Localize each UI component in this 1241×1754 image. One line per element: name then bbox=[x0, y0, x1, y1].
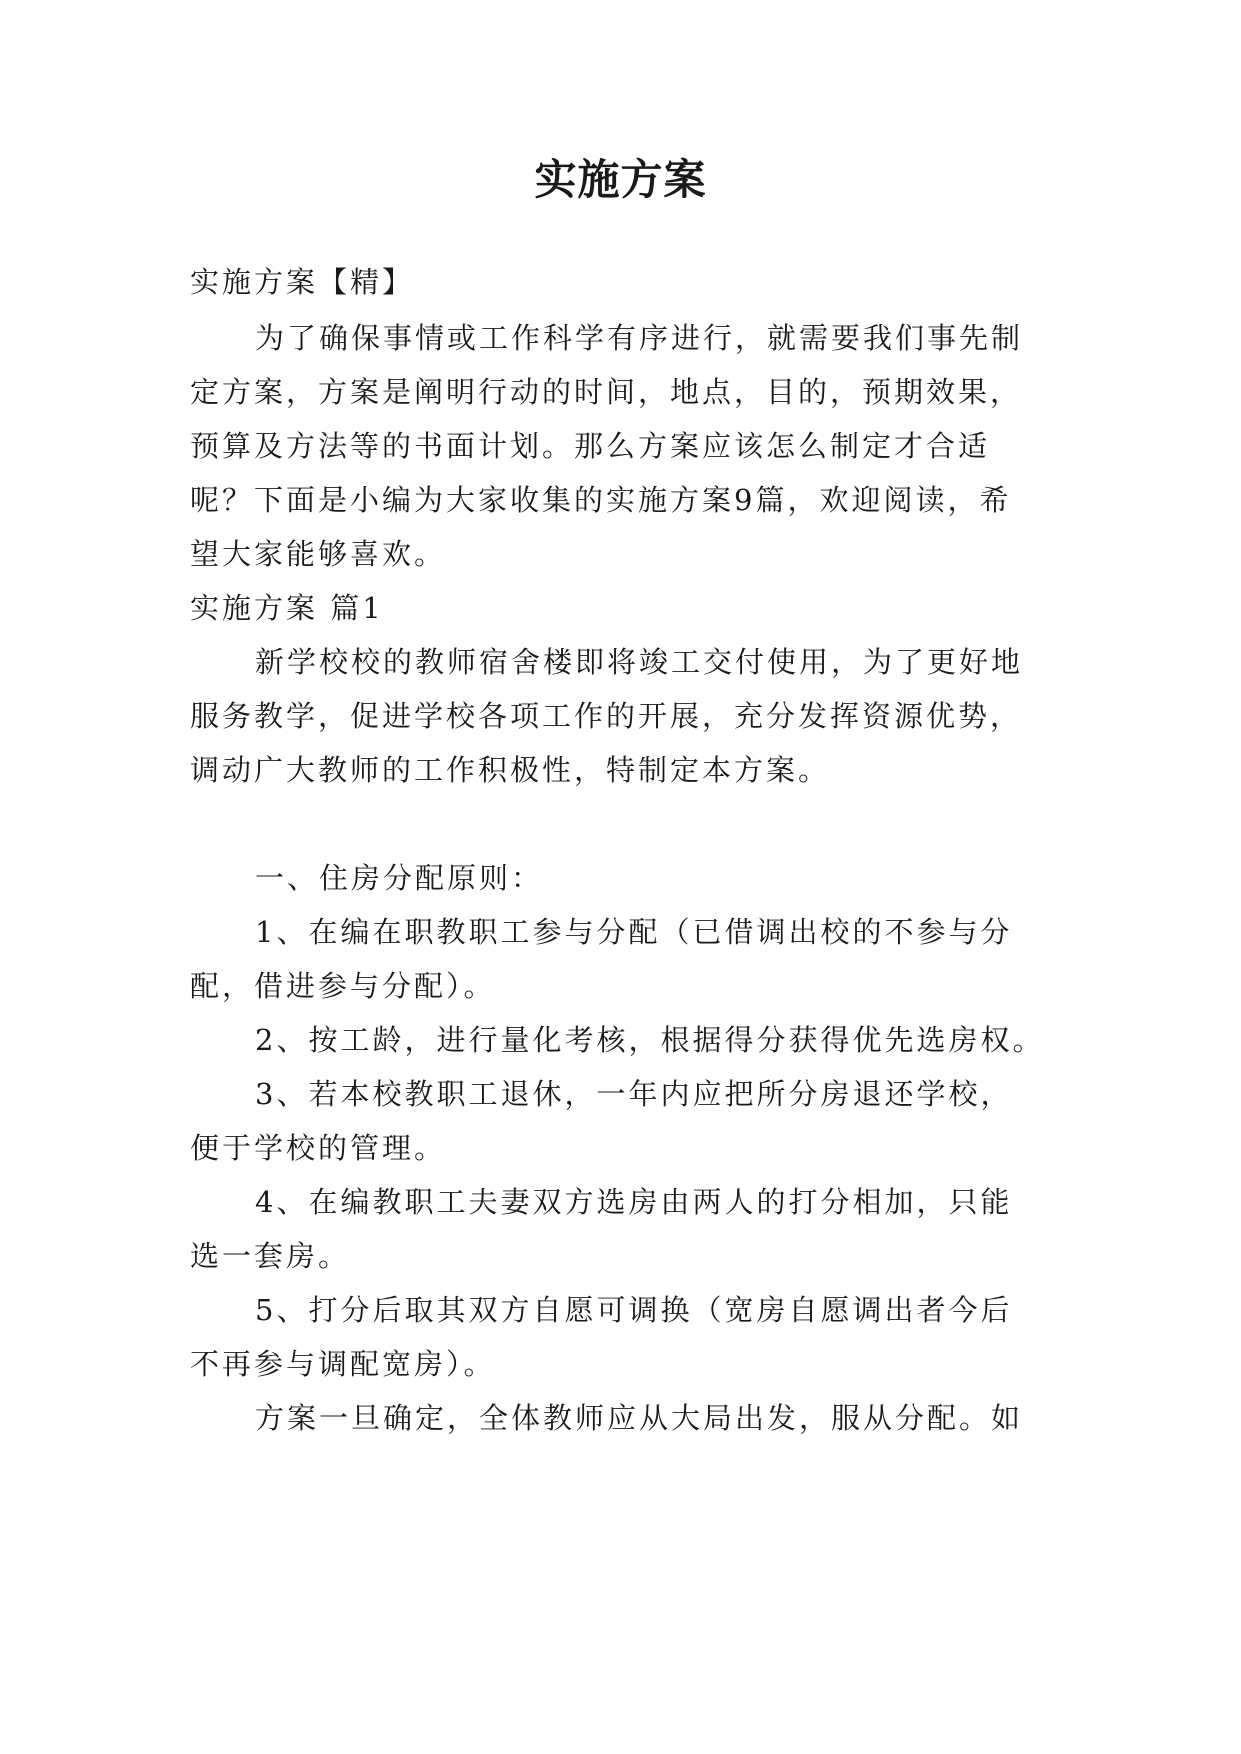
item-3-line-1: 3、若本校教职工退休，一年内应把所分房退还学校， bbox=[255, 1077, 1013, 1111]
intro-line-5: 望大家能够喜欢。 bbox=[190, 537, 447, 571]
body-line-1: 新学校校的教师宿舍楼即将竣工交付使用，为了更好地 bbox=[255, 645, 1024, 679]
document-title: 实施方案 bbox=[534, 155, 707, 204]
body-line-3: 调动广大教师的工作积极性，特制定本方案。 bbox=[190, 753, 831, 787]
closing-line-1: 方案一旦确定，全体教师应从大局出发，服从分配。如 bbox=[255, 1401, 1024, 1435]
intro-line-1: 为了确保事情或工作科学有序进行，就需要我们事先制 bbox=[255, 321, 1024, 355]
subtitle-line: 实施方案【精】 bbox=[190, 265, 415, 299]
item-4-line-1: 4、在编教职工夫妻双方选房由两人的打分相加，只能 bbox=[255, 1185, 1013, 1219]
section-heading: 实施方案 篇1 bbox=[190, 591, 384, 625]
item-4-line-2: 选一套房。 bbox=[190, 1239, 351, 1273]
item-1-line-2: 配，借进参与分配）。 bbox=[190, 969, 496, 1003]
item-5-line-2: 不再参与调配宽房）。 bbox=[190, 1347, 496, 1381]
body-line-2: 服务教学，促进学校各项工作的开展，充分发挥资源优势， bbox=[190, 699, 1023, 733]
item-5-line-1: 5、打分后取其双方自愿可调换（宽房自愿调出者今后 bbox=[255, 1293, 1013, 1327]
item-3-line-2: 便于学校的管理。 bbox=[190, 1131, 447, 1165]
intro-line-4: 呢？下面是小编为大家收集的实施方案9篇，欢迎阅读，希 bbox=[190, 483, 1012, 517]
principle-heading: 一、住房分配原则： bbox=[255, 861, 544, 895]
item-2-line-1: 2、按工龄，进行量化考核，根据得分获得优先选房权。 bbox=[255, 1023, 1045, 1057]
intro-line-3: 预算及方法等的书面计划。那么方案应该怎么制定才合适 bbox=[190, 429, 991, 463]
item-1-line-1: 1、在编在职教职工参与分配（已借调出校的不参与分 bbox=[255, 915, 1013, 949]
intro-line-2: 定方案，方案是阐明行动的时间，地点，目的，预期效果， bbox=[190, 375, 1023, 409]
